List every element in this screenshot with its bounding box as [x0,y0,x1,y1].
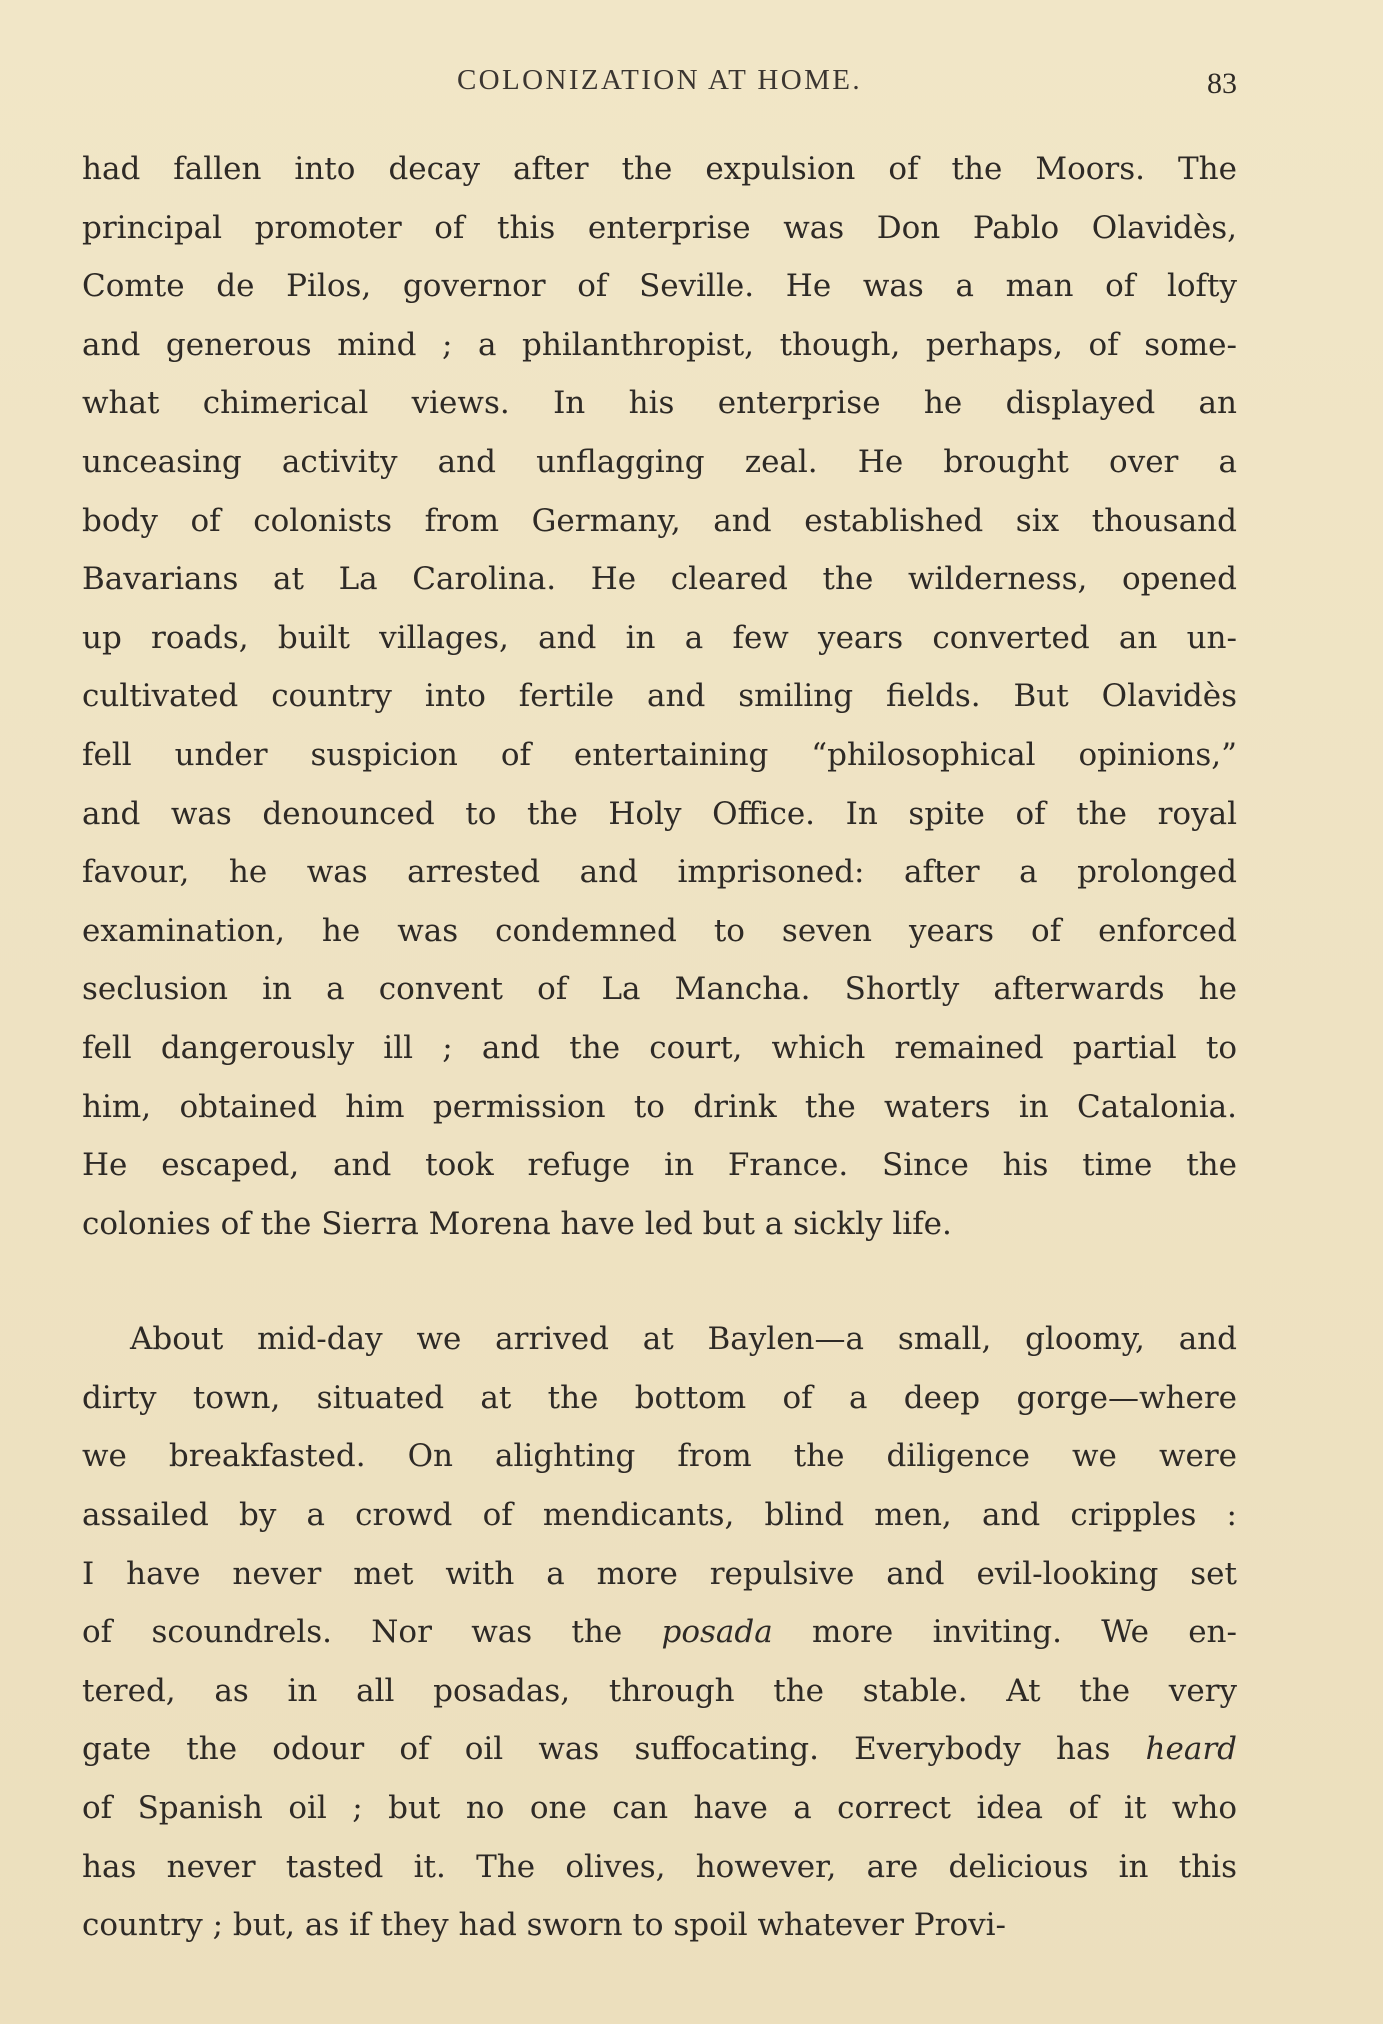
text-line: of Spanish oil ; but no one can have a correct idea of it who [82,1790,1237,1827]
text-segment: gate the odour of oil was suffocating. Everybody has [82,1731,1146,1768]
text-line: and generous mind ; a philanthropist, though, perhaps, of some- [82,326,1237,363]
text-line: fell under suspicion of entertaining “philosophical opinions,” [82,736,1237,773]
text-line: him, obtained him permission to drink the waters in Catalonia. [82,1088,1237,1125]
text-line: country ; but, as if they had sworn to spoil whatever Provi- [82,1907,1007,1944]
text-line: what chimerical views. In his enterprise he displayed an [82,385,1237,422]
text-line: seclusion in a convent of La Mancha. Shortly afterwards he [82,971,1237,1008]
paragraph-2 [82,1310,1237,1955]
italic-word: posada [661,1614,773,1651]
text-line: had fallen into decay after the expulsion of the Moors. The [82,151,1237,187]
text-line: unceasing activity and unflagging zeal. He brought over a [82,443,1237,480]
text-line: and was denounced to the Holy Office. In spite of the royal [82,795,1237,832]
text-segment: more inviting. We en- [772,1614,1237,1651]
page-number: 83 [1207,67,1237,100]
body-text [82,140,1237,1955]
text-line: colonies of the Sierra Morena have led but a sickly life. [82,1205,952,1242]
text-line: body of colonists from Germany, and established six thousand [82,502,1237,539]
text-segment: of scoundrels. Nor was the [82,1614,662,1651]
text-line: assailed by a crowd of mendicants, blind men, and cripples : [82,1497,1237,1534]
text-line [82,1720,1237,1779]
running-title: COLONIZATION AT HOME. [456,64,863,96]
text-line: About mid-day we arrived at Baylen—a small, gloomy, and [130,1321,1237,1358]
text-line: Bavarians at La Carolina. He cleared the wilderness, opened [82,561,1237,598]
text-line [82,1603,1237,1662]
text-line: has never tasted it. The olives, however, are delicious in this [82,1848,1237,1885]
paragraph-1 [82,140,1237,1253]
text-line: I have never met with a more repulsive and evil-looking set [82,1555,1237,1592]
italic-word: heard [1145,1731,1237,1768]
text-line: up roads, built villages, and in a few years converted an un- [82,619,1237,656]
text-line: favour, he was arrested and imprisoned: after a prolonged [82,854,1237,891]
text-line: He escaped, and took refuge in France. Since his time the [82,1147,1237,1184]
text-line: examination, he was condemned to seven years of enforced [82,912,1237,949]
text-line: we breakfasted. On alighting from the diligence we were [82,1438,1237,1475]
running-head [82,64,1237,100]
text-line: principal promoter of this enterprise was Don Pablo Olavidès, [82,209,1237,246]
text-line: tered, as in all posadas, through the stable. At the very [82,1672,1237,1709]
text-line: dirty town, situated at the bottom of a deep gorge—where [82,1379,1237,1416]
text-line: fell dangerously ill ; and the court, which remained partial to [82,1029,1237,1066]
text-line: cultivated country into fertile and smiling fields. But Olavidès [82,678,1237,715]
text-line: Comte de Pilos, governor of Seville. He was a man of lofty [82,268,1237,305]
